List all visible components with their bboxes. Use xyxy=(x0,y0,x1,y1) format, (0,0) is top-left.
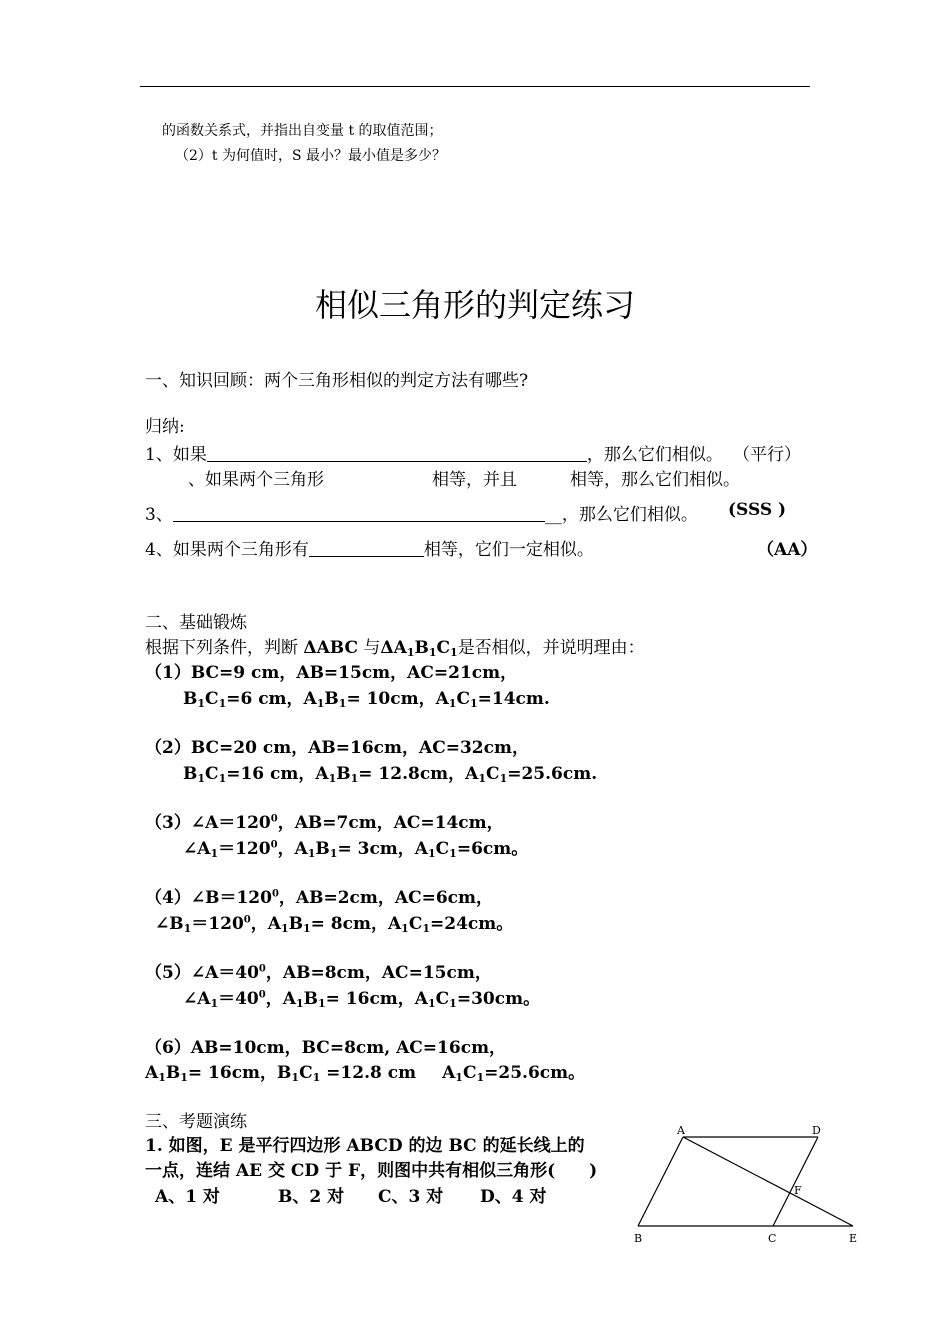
option-c[interactable]: C、3 对 xyxy=(378,1187,444,1207)
intro-text: 与 xyxy=(358,638,381,658)
review-item-4-suffix: 相等，它们一定相似。 xyxy=(423,540,594,560)
segment-ae xyxy=(683,1137,853,1226)
section3-heading: 三、考题演练 xyxy=(145,1112,247,1132)
label-b: B xyxy=(634,1232,643,1245)
answer-blank[interactable] xyxy=(207,445,587,462)
label-c: C xyxy=(768,1232,777,1245)
section2-heading: 二、基础锻炼 xyxy=(145,613,247,633)
label-d: D xyxy=(812,1124,821,1137)
parallelogram-figure xyxy=(625,1120,865,1250)
review-item-1-suffix: ，那么它们相似。 xyxy=(586,445,723,465)
triangle-a1b1c1: $\Delta A_1B_1C_1$ xyxy=(380,638,458,659)
review-item-2-a: 、如果两个三角形 xyxy=(188,470,324,490)
review-item-4-prefix: 4、如果两个三角形有 xyxy=(145,540,309,560)
question-3-line-2: $\angle A_1=120^0$，$A_1B_1= 3cm$，$A_1C_1=6cm$。 xyxy=(183,839,529,860)
side-ab xyxy=(638,1137,683,1226)
exam-question-1-line-2: 一点，连结 AE 交 CD 于 F，则图中共有相似三角形( ) xyxy=(145,1161,598,1181)
review-item-3-prefix: 3、 xyxy=(145,505,173,525)
option-d[interactable]: D、4 对 xyxy=(480,1187,547,1207)
review-item-3 xyxy=(145,500,698,525)
review-item-1 xyxy=(145,440,723,465)
question-4-line-2: $\angle B_1=120^0$，$A_1B_1= 8cm$，$A_1C_1=24cm$。 xyxy=(155,914,514,935)
label-e: E xyxy=(849,1232,858,1245)
review-item-4-tag: （AA） xyxy=(757,540,818,560)
label-a: A xyxy=(677,1124,685,1137)
exam-question-1-line-1: 1. 如图，E 是平行四边形 ABCD 的边 BC 的延长线上的 xyxy=(145,1136,585,1156)
question-2-line-1: （2）BC=20 cm，AB=16cm，AC=32cm， xyxy=(145,738,529,758)
question-6-line-1: （6）AB=10cm，BC=8cm, AC=16cm， xyxy=(145,1038,507,1058)
question-5-line-2: $\angle A_1=40^0$，$A_1B_1= 16cm$，$A_1C_1=30cm$。 xyxy=(183,989,541,1010)
review-item-2-c: 相等，那么它们相似。 xyxy=(570,470,740,490)
previous-problem-line-2: （2）t 为何值时，S 最小？最小值是多少？ xyxy=(175,148,447,164)
review-item-3-suffix: __，那么它们相似。 xyxy=(544,505,698,525)
review-item-1-prefix: 1、如果 xyxy=(145,445,207,465)
question-1-line-1: （1）BC=9 cm，AB=15cm，AC=21cm， xyxy=(145,663,518,683)
intro-text: 是否相似，并说明理由： xyxy=(457,638,645,658)
option-a[interactable]: A、1 对 xyxy=(155,1187,220,1207)
review-item-1-tag: （平行） xyxy=(733,445,801,465)
question-6-line-2: $A_1B_1= 16cm$，$B_1C_1 =12.8$ cm $A_1C_1=25.6cm$。 xyxy=(145,1063,586,1084)
question-3-line-1: $(3)\angle A=120^0$，AB=7cm，AC=14cm， xyxy=(145,813,504,833)
section2-intro xyxy=(145,633,645,659)
summary-label: 归纳: xyxy=(145,417,185,437)
answer-blank[interactable] xyxy=(309,540,424,557)
question-1-line-2: $B_1C_1=6$ cm，$A_1B_1= 10cm$，$A_1C_1=14cm$. xyxy=(183,689,550,710)
header-rule xyxy=(140,86,810,87)
previous-problem-line-1: 的函数关系式，并指出自变量 t 的取值范围； xyxy=(162,123,443,139)
question-2-line-2: $B_1C_1=16$ cm，$A_1B_1= 12.8cm$，$A_1C_1=25.6cm$. xyxy=(183,764,598,785)
intro-text: 根据下列条件，判断 xyxy=(145,638,304,658)
page-title: 相似三角形的判定练习 xyxy=(314,286,635,324)
question-5-line-1: $(5)\angle A=40^0$，AB=8cm，AC=15cm， xyxy=(145,963,492,983)
review-item-2-b: 相等，并且 xyxy=(432,470,517,490)
side-dc xyxy=(773,1137,818,1226)
option-b[interactable]: B、2 对 xyxy=(278,1187,345,1207)
label-f: F xyxy=(794,1184,802,1197)
answer-blank[interactable] xyxy=(173,505,545,522)
review-item-4 xyxy=(145,535,594,560)
triangle-abc: ΔABC xyxy=(303,638,359,658)
question-4-line-1: $(4)\angle B=120^0$，AB=2cm，AC=6cm， xyxy=(145,888,494,908)
review-item-3-tag: (SSS ) xyxy=(728,500,787,520)
section1-heading: 一、知识回顾：两个三角形相似的判定方法有哪些? xyxy=(145,371,529,391)
